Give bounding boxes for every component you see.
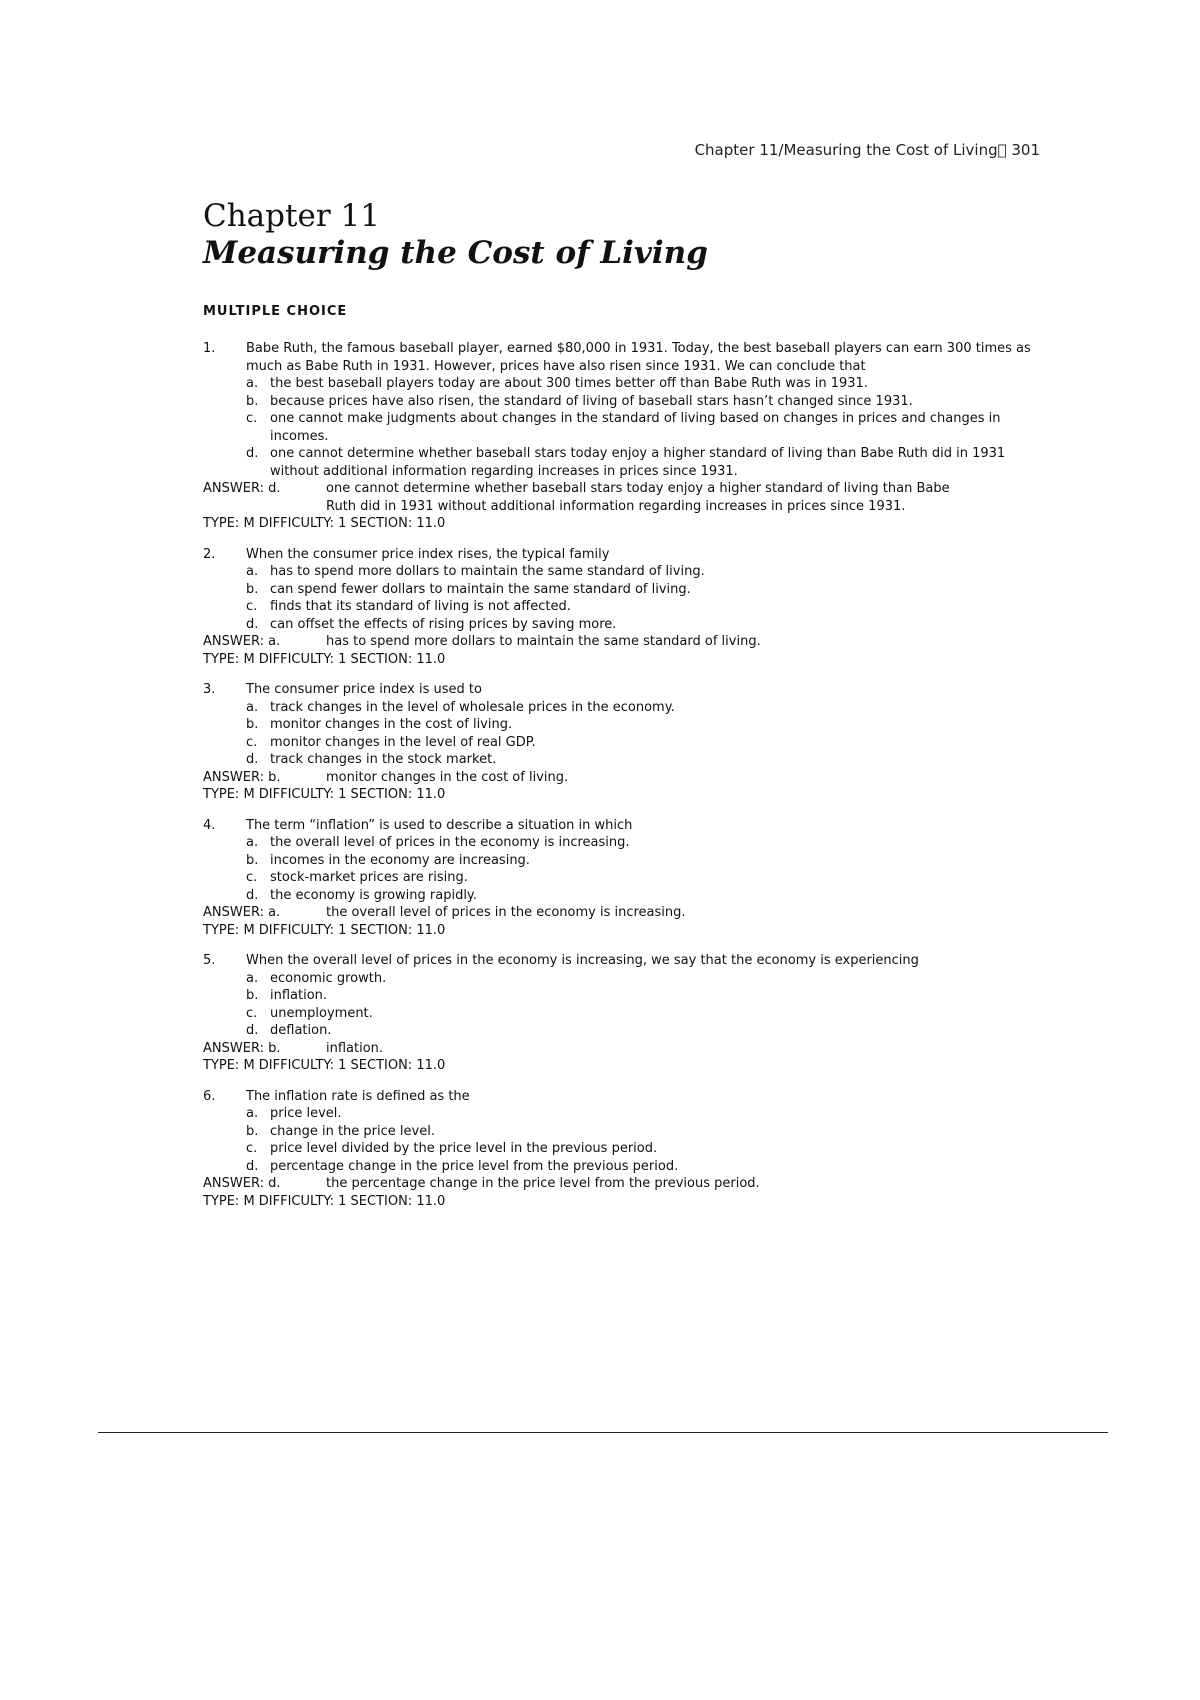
option-letter: c. <box>246 1141 258 1156</box>
answer-label: ANSWER: b. <box>203 1040 281 1056</box>
question-metadata: TYPE: M DIFFICULTY: 1 SECTION: 11.0 <box>203 1058 446 1073</box>
chapter-number: Chapter 11 <box>203 198 380 234</box>
option-text: track changes in the stock market. <box>270 752 497 767</box>
answer-option <box>246 1123 1043 1141</box>
answer-key-row <box>203 904 1043 922</box>
answer-option <box>246 393 1043 411</box>
answer-option <box>246 1140 1043 1158</box>
answer-text: the percentage change in the price level from the previous period. <box>326 1176 760 1191</box>
option-text: price level. <box>270 1106 342 1121</box>
answer-key-row <box>203 769 1043 787</box>
option-text: incomes in the economy are increasing. <box>270 852 530 868</box>
option-text: monitor changes in the cost of living. <box>270 717 513 732</box>
question-stem: The consumer price index is used to <box>246 682 482 697</box>
answer-option <box>246 375 1043 393</box>
question <box>203 681 1043 804</box>
question-stem: Babe Ruth, the famous baseball player, earned $80,000 in 1931. Today, the best baseball players can earn 300 times as much as Babe Ruth in 1931. However, prices have also risen since 1931. We can conclude that <box>246 341 1031 374</box>
question-number: 5. <box>203 953 216 968</box>
option-text: the best baseball players today are about 300 times better off than Babe Ruth was in 1931. <box>270 376 868 391</box>
option-letter: c. <box>246 411 258 426</box>
option-text: has to spend more dollars to maintain the same standard of living. <box>270 564 705 579</box>
question-list <box>203 340 1043 1223</box>
question-metadata: TYPE: M DIFFICULTY: 1 SECTION: 11.0 <box>203 1193 446 1209</box>
option-letter: c. <box>246 734 258 750</box>
answer-label: ANSWER: b. <box>203 769 281 785</box>
option-text: track changes in the level of wholesale prices in the economy. <box>270 699 675 715</box>
question-number: 6. <box>203 1088 216 1104</box>
option-text: price level divided by the price level in the previous period. <box>270 1141 658 1156</box>
question-metadata: TYPE: M DIFFICULTY: 1 SECTION: 11.0 <box>203 787 446 802</box>
answer-option <box>246 834 1043 852</box>
option-text: unemployment. <box>270 1005 373 1021</box>
option-text: inflation. <box>270 988 328 1003</box>
question-metadata: TYPE: M DIFFICULTY: 1 SECTION: 11.0 <box>203 516 446 531</box>
option-letter: a. <box>246 1106 259 1121</box>
answer-option <box>246 970 1043 988</box>
option-letter: c. <box>246 599 258 614</box>
option-letter: d. <box>246 887 259 903</box>
option-text: one cannot determine whether baseball stars today enjoy a higher standard of living than Babe Ruth did in 1931 without additional information regarding increases in prices since 1931. <box>270 446 1006 479</box>
answer-option <box>246 563 1043 581</box>
option-letter: c. <box>246 1005 258 1021</box>
question-stem-row <box>203 546 1043 564</box>
answer-option <box>246 887 1043 905</box>
section-heading: MULTIPLE CHOICE <box>203 304 348 319</box>
option-text: finds that its standard of living is not affected. <box>270 599 571 614</box>
running-header: Chapter 11/Measuring the Cost of Living  301 <box>694 141 1040 159</box>
question-stem: The inflation rate is defined as the <box>246 1088 470 1104</box>
question-stem: When the consumer price index rises, the typical family <box>246 546 610 562</box>
question <box>203 952 1043 1075</box>
answer-options <box>246 1105 1043 1175</box>
answer-option <box>246 852 1043 870</box>
answer-option <box>246 699 1043 717</box>
answer-label: ANSWER: a. <box>203 905 281 920</box>
option-letter: d. <box>246 1158 259 1174</box>
option-text: can spend fewer dollars to maintain the same standard of living. <box>270 581 691 597</box>
answer-label: ANSWER: d. <box>203 1176 281 1191</box>
answer-text: the overall level of prices in the economy is increasing. <box>326 905 686 920</box>
answer-option <box>246 445 1043 480</box>
option-letter: a. <box>246 376 259 391</box>
answer-option <box>246 716 1043 734</box>
question-number: 4. <box>203 817 216 833</box>
question <box>203 546 1043 669</box>
option-text: can offset the effects of rising prices by saving more. <box>270 616 617 632</box>
option-letter: a. <box>246 835 259 850</box>
question-number: 2. <box>203 546 216 562</box>
option-letter: b. <box>246 393 259 409</box>
option-letter: a. <box>246 564 259 579</box>
answer-key-row <box>203 480 1043 515</box>
answer-option <box>246 1105 1043 1123</box>
option-text: economic growth. <box>270 970 387 986</box>
answer-options <box>246 834 1043 904</box>
question <box>203 1088 1043 1211</box>
answer-option <box>246 751 1043 769</box>
answer-key-row <box>203 1175 1043 1193</box>
option-letter: d. <box>246 1023 259 1038</box>
answer-key-row <box>203 1040 1043 1058</box>
question-number: 1. <box>203 341 216 356</box>
option-letter: d. <box>246 446 259 461</box>
option-text: stock-market prices are rising. <box>270 870 468 885</box>
answer-text: one cannot determine whether baseball stars today enjoy a higher standard of living than Babe Ruth did in 1931 without additional information regarding increases in prices since 1931. <box>326 481 950 514</box>
option-letter: b. <box>246 717 259 732</box>
option-letter: a. <box>246 699 259 715</box>
question-number: 3. <box>203 682 216 697</box>
question-stem-row <box>203 681 1043 699</box>
answer-label: ANSWER: a. <box>203 634 281 649</box>
question <box>203 817 1043 940</box>
answer-text: has to spend more dollars to maintain the same standard of living. <box>326 634 761 649</box>
question-stem-row <box>203 952 1043 970</box>
option-text: one cannot make judgments about changes in the standard of living based on changes in prices and changes in incomes. <box>270 411 1001 444</box>
option-text: monitor changes in the level of real GDP. <box>270 734 536 750</box>
answer-option <box>246 1022 1043 1040</box>
answer-text: inflation. <box>326 1040 384 1056</box>
question-stem-row <box>203 1088 1043 1106</box>
option-text: deflation. <box>270 1023 332 1038</box>
option-letter: b. <box>246 852 259 868</box>
answer-option <box>246 1158 1043 1176</box>
answer-options <box>246 699 1043 769</box>
answer-options <box>246 563 1043 633</box>
option-text: the economy is growing rapidly. <box>270 887 477 903</box>
question-stem: The term “inflation” is used to describe a situation in which <box>246 817 633 833</box>
answer-option <box>246 616 1043 634</box>
question-metadata: TYPE: M DIFFICULTY: 1 SECTION: 11.0 <box>203 651 446 667</box>
option-letter: b. <box>246 581 259 597</box>
option-text: percentage change in the price level from the previous period. <box>270 1158 679 1174</box>
answer-option <box>246 987 1043 1005</box>
answer-option <box>246 869 1043 887</box>
answer-option <box>246 581 1043 599</box>
answer-option <box>246 734 1043 752</box>
answer-options <box>246 375 1043 480</box>
answer-option <box>246 1005 1043 1023</box>
answer-label: ANSWER: d. <box>203 481 281 496</box>
footer-divider <box>98 1432 1108 1433</box>
answer-option <box>246 410 1043 445</box>
option-text: the overall level of prices in the economy is increasing. <box>270 835 630 850</box>
option-letter: b. <box>246 988 259 1003</box>
option-letter: c. <box>246 870 258 885</box>
question-metadata: TYPE: M DIFFICULTY: 1 SECTION: 11.0 <box>203 922 446 938</box>
option-text: because prices have also risen, the standard of living of baseball stars hasn’t changed since 1931. <box>270 393 913 409</box>
option-letter: a. <box>246 970 259 986</box>
chapter-title: Measuring the Cost of Living <box>203 235 708 271</box>
question-stem: When the overall level of prices in the economy is increasing, we say that the economy is experiencing <box>246 953 919 968</box>
option-letter: b. <box>246 1123 259 1139</box>
question-stem-row <box>203 340 1043 375</box>
chapter-heading <box>203 198 1023 272</box>
question-stem-row <box>203 817 1043 835</box>
option-letter: d. <box>246 616 259 632</box>
option-letter: d. <box>246 752 259 767</box>
option-text: change in the price level. <box>270 1123 435 1139</box>
answer-option <box>246 598 1043 616</box>
answer-text: monitor changes in the cost of living. <box>326 769 569 785</box>
answer-key-row <box>203 633 1043 651</box>
question <box>203 340 1043 533</box>
answer-options <box>246 970 1043 1040</box>
